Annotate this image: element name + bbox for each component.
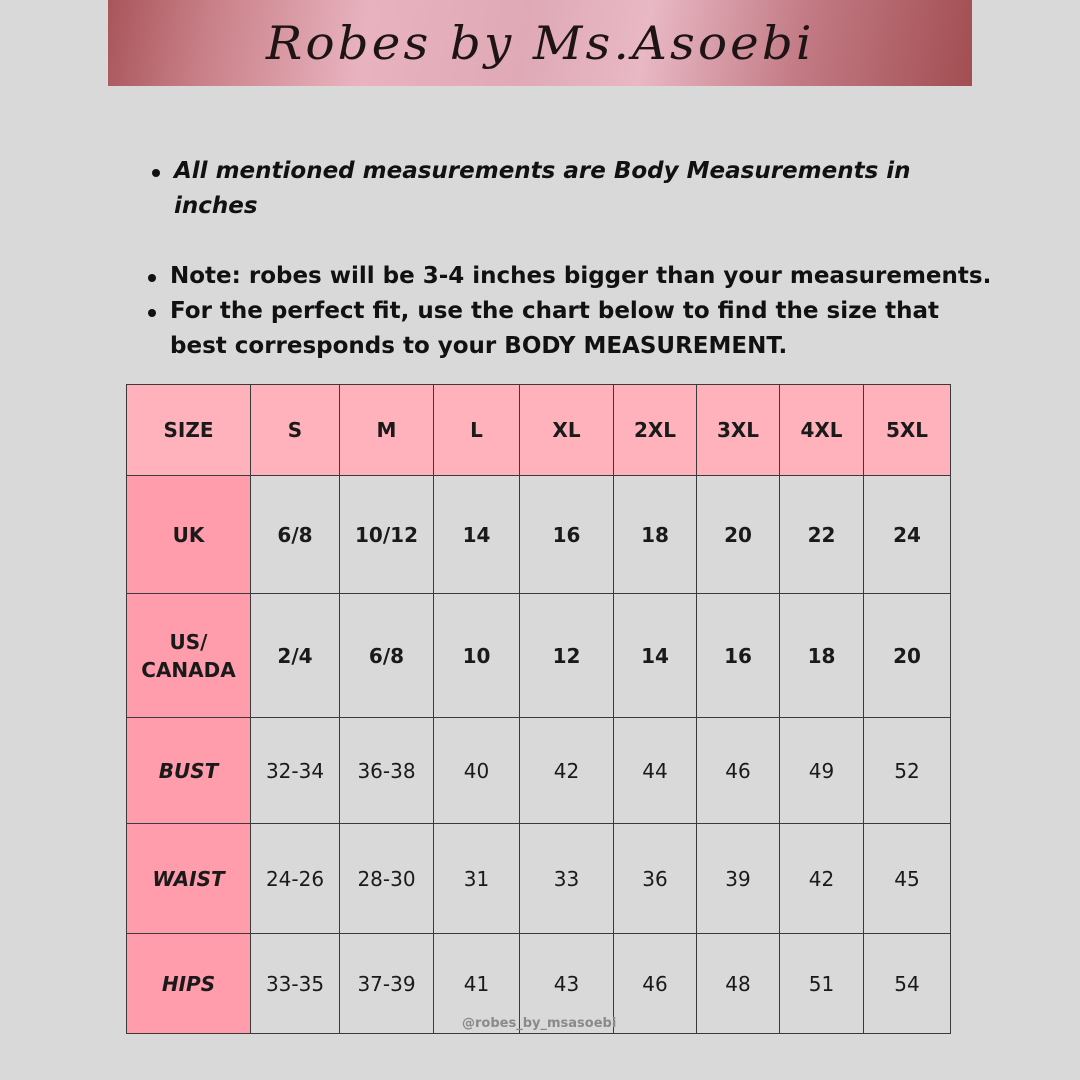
row-label: WAIST — [127, 824, 251, 934]
table-cell: 18 — [614, 476, 697, 594]
note-robes-bigger: Note: robes will be 3-4 inches bigger than your measurements. — [144, 259, 994, 294]
header-cell: 4XL — [780, 385, 864, 476]
table-cell: 2/4 — [251, 594, 340, 718]
table-cell: 20 — [697, 476, 780, 594]
table-cell: 54 — [864, 934, 951, 1034]
table-cell: 18 — [780, 594, 864, 718]
table-cell: 48 — [697, 934, 780, 1034]
table-cell: 52 — [864, 718, 951, 824]
table-cell: 16 — [520, 476, 614, 594]
header-cell: 2XL — [614, 385, 697, 476]
table-cell: 6/8 — [340, 594, 434, 718]
header-cell: S — [251, 385, 340, 476]
header-cell: L — [434, 385, 520, 476]
table-cell: 42 — [520, 718, 614, 824]
header-cell: SIZE — [127, 385, 251, 476]
table-cell: 45 — [864, 824, 951, 934]
table-cell: 14 — [434, 476, 520, 594]
watermark-handle: @robes_by_msasoebi — [462, 1016, 617, 1031]
table-cell: 22 — [780, 476, 864, 594]
table-cell: 46 — [614, 934, 697, 1034]
row-label: HIPS — [127, 934, 251, 1034]
table-row-uk — [127, 476, 951, 594]
size-chart-table — [126, 384, 951, 1034]
row-label: UK — [127, 476, 251, 594]
table-cell: 20 — [864, 594, 951, 718]
table-cell: 32-34 — [251, 718, 340, 824]
row-label: US/ CANADA — [127, 594, 251, 718]
note-measurements: All mentioned measurements are Body Measurements in inches — [148, 154, 998, 224]
notes-list — [144, 154, 994, 364]
table-cell: 44 — [614, 718, 697, 824]
header-cell: M — [340, 385, 434, 476]
table-cell: 39 — [697, 824, 780, 934]
table-cell: 33-35 — [251, 934, 340, 1034]
table-cell: 16 — [697, 594, 780, 718]
row-label: BUST — [127, 718, 251, 824]
table-cell: 24 — [864, 476, 951, 594]
table-cell: 28-30 — [340, 824, 434, 934]
table-cell: 46 — [697, 718, 780, 824]
table-cell: 36-38 — [340, 718, 434, 824]
table-cell: 37-39 — [340, 934, 434, 1034]
table-header-row — [127, 385, 951, 476]
header-cell: 3XL — [697, 385, 780, 476]
table-cell: 33 — [520, 824, 614, 934]
table-cell: 43 — [520, 934, 614, 1034]
brand-logo-text: Robes by Ms.Asoebi — [265, 16, 815, 70]
table-cell: 40 — [434, 718, 520, 824]
table-cell: 6/8 — [251, 476, 340, 594]
table-cell: 51 — [780, 934, 864, 1034]
table-row-bust — [127, 718, 951, 824]
table-cell: 24-26 — [251, 824, 340, 934]
table-cell: 42 — [780, 824, 864, 934]
header-cell: 5XL — [864, 385, 951, 476]
table-row-us-canada — [127, 594, 951, 718]
note-perfect-fit: For the perfect fit, use the chart below to find the size that best corresponds to your BODY MEASUREMENT. — [144, 294, 994, 364]
header-cell: XL — [520, 385, 614, 476]
table-row-waist — [127, 824, 951, 934]
table-cell: 10 — [434, 594, 520, 718]
table-cell: 12 — [520, 594, 614, 718]
table-cell: 10/12 — [340, 476, 434, 594]
table-cell: 31 — [434, 824, 520, 934]
brand-banner — [108, 0, 972, 86]
table-cell: 49 — [780, 718, 864, 824]
table-cell: 41 — [434, 934, 520, 1034]
table-cell: 14 — [614, 594, 697, 718]
table-cell: 36 — [614, 824, 697, 934]
